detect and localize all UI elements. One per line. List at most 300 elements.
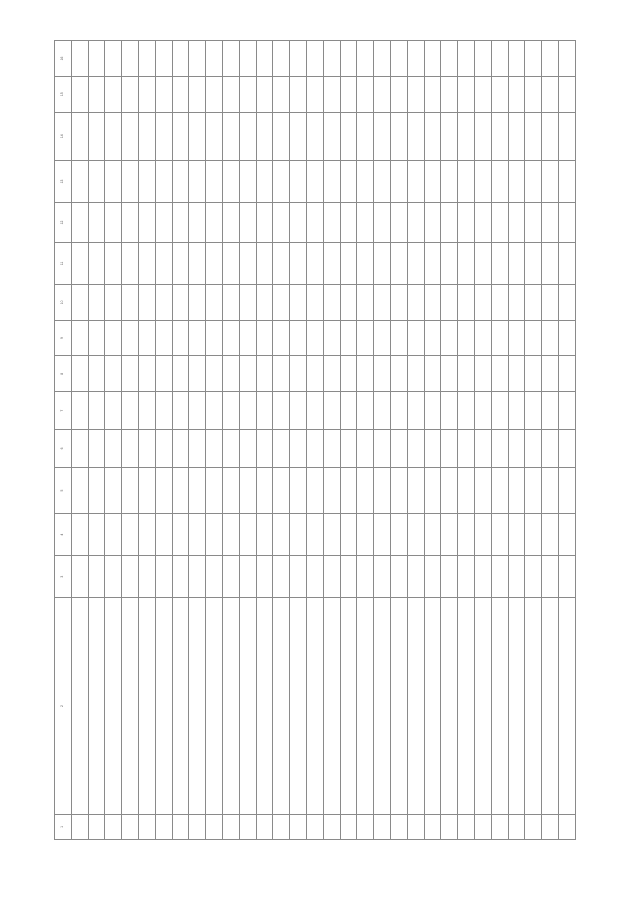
row-value-col-13 bbox=[206, 160, 223, 202]
row-value-col-12 bbox=[155, 203, 172, 243]
row-value-col-11 bbox=[390, 242, 407, 284]
row-description bbox=[273, 598, 290, 815]
row-value-col-5 bbox=[189, 467, 206, 513]
row-value-col-5 bbox=[323, 467, 340, 513]
row-value-col-4 bbox=[88, 514, 105, 556]
row-value-col-8 bbox=[558, 356, 575, 392]
row-value-col-11 bbox=[155, 242, 172, 284]
row-description bbox=[458, 598, 475, 815]
row-value-col-5 bbox=[290, 467, 307, 513]
table-row bbox=[256, 41, 273, 840]
row-value-col-7 bbox=[474, 392, 491, 430]
row-description bbox=[306, 598, 323, 815]
row-value-col-6 bbox=[71, 430, 88, 468]
row-value-col-6 bbox=[172, 430, 189, 468]
row-value-col-15 bbox=[290, 76, 307, 112]
row-value-col-14 bbox=[306, 112, 323, 160]
row-value-col-9 bbox=[105, 320, 122, 356]
column-number-5: 5 bbox=[55, 467, 72, 513]
row-value-col-8 bbox=[374, 356, 391, 392]
row-value-col-12 bbox=[172, 203, 189, 243]
row-value-col-12 bbox=[374, 203, 391, 243]
row-value-col-11 bbox=[340, 242, 357, 284]
row-value-col-13 bbox=[122, 160, 139, 202]
table-row bbox=[323, 41, 340, 840]
row-number bbox=[441, 814, 458, 839]
row-value-col-8 bbox=[88, 356, 105, 392]
row-number bbox=[424, 814, 441, 839]
row-value-col-3 bbox=[222, 556, 239, 598]
row-value-col-4 bbox=[138, 514, 155, 556]
row-value-col-10 bbox=[105, 284, 122, 320]
row-description bbox=[357, 598, 374, 815]
row-value-col-9 bbox=[222, 320, 239, 356]
row-value-col-15 bbox=[357, 76, 374, 112]
row-value-col-10 bbox=[239, 284, 256, 320]
row-value-col-11 bbox=[424, 242, 441, 284]
row-value-col-15 bbox=[206, 76, 223, 112]
row-value-col-7 bbox=[340, 392, 357, 430]
row-value-col-7 bbox=[374, 392, 391, 430]
row-value-col-3 bbox=[508, 556, 525, 598]
row-value-col-8 bbox=[407, 356, 424, 392]
row-value-col-7 bbox=[206, 392, 223, 430]
row-value-col-10 bbox=[122, 284, 139, 320]
row-description bbox=[508, 598, 525, 815]
column-number-3: 3 bbox=[55, 556, 72, 598]
row-value-col-4 bbox=[71, 514, 88, 556]
row-value-col-11 bbox=[256, 242, 273, 284]
table-row bbox=[273, 41, 290, 840]
row-value-col-15 bbox=[323, 76, 340, 112]
row-number bbox=[122, 814, 139, 839]
row-value-col-16 bbox=[88, 41, 105, 77]
row-value-col-10 bbox=[206, 284, 223, 320]
row-value-col-12 bbox=[458, 203, 475, 243]
table-row bbox=[222, 41, 239, 840]
table-row bbox=[474, 41, 491, 840]
row-value-col-3 bbox=[390, 556, 407, 598]
row-value-col-7 bbox=[525, 392, 542, 430]
row-value-col-5 bbox=[88, 467, 105, 513]
row-number bbox=[458, 814, 475, 839]
row-value-col-12 bbox=[474, 203, 491, 243]
row-value-col-5 bbox=[424, 467, 441, 513]
row-value-col-16 bbox=[138, 41, 155, 77]
column-number-11: 11 bbox=[55, 242, 72, 284]
row-value-col-13 bbox=[390, 160, 407, 202]
row-value-col-3 bbox=[525, 556, 542, 598]
row-value-col-7 bbox=[407, 392, 424, 430]
row-value-col-7 bbox=[542, 392, 559, 430]
row-value-col-6 bbox=[222, 430, 239, 468]
row-description bbox=[542, 598, 559, 815]
row-value-col-14 bbox=[105, 112, 122, 160]
table-row bbox=[88, 41, 105, 840]
row-description bbox=[172, 598, 189, 815]
row-value-col-5 bbox=[206, 467, 223, 513]
row-value-col-8 bbox=[273, 356, 290, 392]
row-value-col-8 bbox=[105, 356, 122, 392]
row-value-col-10 bbox=[558, 284, 575, 320]
row-value-col-12 bbox=[189, 203, 206, 243]
row-value-col-14 bbox=[239, 112, 256, 160]
row-value-col-4 bbox=[474, 514, 491, 556]
row-value-col-5 bbox=[340, 467, 357, 513]
row-value-col-14 bbox=[138, 112, 155, 160]
row-value-col-4 bbox=[256, 514, 273, 556]
row-value-col-8 bbox=[424, 356, 441, 392]
row-value-col-12 bbox=[491, 203, 508, 243]
row-number bbox=[222, 814, 239, 839]
row-value-col-13 bbox=[105, 160, 122, 202]
row-value-col-4 bbox=[122, 514, 139, 556]
row-value-col-15 bbox=[122, 76, 139, 112]
row-value-col-14 bbox=[558, 112, 575, 160]
row-value-col-8 bbox=[357, 356, 374, 392]
row-value-col-7 bbox=[357, 392, 374, 430]
row-value-col-13 bbox=[172, 160, 189, 202]
row-value-col-8 bbox=[474, 356, 491, 392]
row-description bbox=[189, 598, 206, 815]
row-value-col-9 bbox=[458, 320, 475, 356]
row-value-col-11 bbox=[239, 242, 256, 284]
row-value-col-14 bbox=[474, 112, 491, 160]
row-value-col-4 bbox=[206, 514, 223, 556]
row-value-col-6 bbox=[374, 430, 391, 468]
table-row bbox=[172, 41, 189, 840]
row-value-col-9 bbox=[424, 320, 441, 356]
row-value-col-5 bbox=[390, 467, 407, 513]
table-row bbox=[374, 41, 391, 840]
row-value-col-13 bbox=[508, 160, 525, 202]
row-number bbox=[105, 814, 122, 839]
row-value-col-10 bbox=[189, 284, 206, 320]
row-number bbox=[340, 814, 357, 839]
row-value-col-6 bbox=[491, 430, 508, 468]
row-number bbox=[88, 814, 105, 839]
row-value-col-15 bbox=[172, 76, 189, 112]
row-value-col-8 bbox=[189, 356, 206, 392]
row-value-col-8 bbox=[222, 356, 239, 392]
row-value-col-15 bbox=[558, 76, 575, 112]
column-number-9: 9 bbox=[55, 320, 72, 356]
row-value-col-3 bbox=[558, 556, 575, 598]
row-value-col-6 bbox=[239, 430, 256, 468]
row-value-col-6 bbox=[88, 430, 105, 468]
row-value-col-4 bbox=[558, 514, 575, 556]
row-value-col-5 bbox=[239, 467, 256, 513]
row-description bbox=[323, 598, 340, 815]
row-value-col-10 bbox=[306, 284, 323, 320]
row-value-col-15 bbox=[525, 76, 542, 112]
table-header-row bbox=[55, 41, 72, 840]
row-value-col-4 bbox=[172, 514, 189, 556]
row-value-col-3 bbox=[474, 556, 491, 598]
row-value-col-7 bbox=[239, 392, 256, 430]
row-value-col-4 bbox=[374, 514, 391, 556]
row-value-col-3 bbox=[256, 556, 273, 598]
row-value-col-16 bbox=[558, 41, 575, 77]
row-value-col-15 bbox=[71, 76, 88, 112]
row-value-col-3 bbox=[323, 556, 340, 598]
column-number-12: 12 bbox=[55, 203, 72, 243]
table-row bbox=[458, 41, 475, 840]
row-value-col-3 bbox=[407, 556, 424, 598]
row-value-col-6 bbox=[138, 430, 155, 468]
row-value-col-11 bbox=[491, 242, 508, 284]
row-value-col-8 bbox=[239, 356, 256, 392]
row-value-col-16 bbox=[441, 41, 458, 77]
row-value-col-14 bbox=[88, 112, 105, 160]
row-value-col-7 bbox=[122, 392, 139, 430]
row-value-col-16 bbox=[374, 41, 391, 77]
row-value-col-8 bbox=[290, 356, 307, 392]
row-value-col-13 bbox=[138, 160, 155, 202]
table-row bbox=[290, 41, 307, 840]
row-value-col-15 bbox=[491, 76, 508, 112]
row-value-col-16 bbox=[290, 41, 307, 77]
row-value-col-13 bbox=[374, 160, 391, 202]
row-value-col-12 bbox=[407, 203, 424, 243]
row-value-col-12 bbox=[105, 203, 122, 243]
row-value-col-3 bbox=[306, 556, 323, 598]
row-value-col-3 bbox=[290, 556, 307, 598]
row-value-col-13 bbox=[357, 160, 374, 202]
row-value-col-13 bbox=[558, 160, 575, 202]
row-value-col-7 bbox=[508, 392, 525, 430]
row-value-col-8 bbox=[441, 356, 458, 392]
row-value-col-14 bbox=[441, 112, 458, 160]
row-number bbox=[189, 814, 206, 839]
row-value-col-15 bbox=[222, 76, 239, 112]
row-value-col-4 bbox=[273, 514, 290, 556]
row-value-col-10 bbox=[290, 284, 307, 320]
row-description bbox=[525, 598, 542, 815]
row-value-col-11 bbox=[71, 242, 88, 284]
table-row bbox=[558, 41, 575, 840]
row-value-col-16 bbox=[206, 41, 223, 77]
row-value-col-14 bbox=[390, 112, 407, 160]
row-value-col-3 bbox=[122, 556, 139, 598]
row-value-col-8 bbox=[206, 356, 223, 392]
row-description bbox=[105, 598, 122, 815]
row-value-col-15 bbox=[474, 76, 491, 112]
row-value-col-5 bbox=[138, 467, 155, 513]
row-value-col-12 bbox=[508, 203, 525, 243]
row-value-col-13 bbox=[222, 160, 239, 202]
row-value-col-10 bbox=[458, 284, 475, 320]
row-value-col-9 bbox=[491, 320, 508, 356]
row-value-col-5 bbox=[256, 467, 273, 513]
row-value-col-13 bbox=[273, 160, 290, 202]
row-value-col-9 bbox=[340, 320, 357, 356]
row-value-col-7 bbox=[222, 392, 239, 430]
row-value-col-12 bbox=[390, 203, 407, 243]
row-number bbox=[71, 814, 88, 839]
row-value-col-15 bbox=[458, 76, 475, 112]
row-value-col-4 bbox=[424, 514, 441, 556]
row-value-col-14 bbox=[374, 112, 391, 160]
row-value-col-9 bbox=[155, 320, 172, 356]
row-value-col-9 bbox=[374, 320, 391, 356]
row-value-col-8 bbox=[122, 356, 139, 392]
row-value-col-3 bbox=[491, 556, 508, 598]
row-value-col-15 bbox=[407, 76, 424, 112]
row-value-col-16 bbox=[407, 41, 424, 77]
row-description bbox=[374, 598, 391, 815]
row-value-col-11 bbox=[290, 242, 307, 284]
row-value-col-7 bbox=[290, 392, 307, 430]
table-row bbox=[105, 41, 122, 840]
row-value-col-8 bbox=[508, 356, 525, 392]
row-value-col-16 bbox=[306, 41, 323, 77]
row-number bbox=[374, 814, 391, 839]
row-value-col-14 bbox=[273, 112, 290, 160]
row-value-col-3 bbox=[441, 556, 458, 598]
row-value-col-3 bbox=[542, 556, 559, 598]
row-value-col-9 bbox=[357, 320, 374, 356]
row-value-col-4 bbox=[155, 514, 172, 556]
row-value-col-6 bbox=[441, 430, 458, 468]
row-value-col-10 bbox=[172, 284, 189, 320]
row-value-col-7 bbox=[189, 392, 206, 430]
table-row bbox=[542, 41, 559, 840]
row-value-col-10 bbox=[256, 284, 273, 320]
row-value-col-12 bbox=[206, 203, 223, 243]
row-value-col-14 bbox=[122, 112, 139, 160]
row-value-col-16 bbox=[105, 41, 122, 77]
row-value-col-16 bbox=[172, 41, 189, 77]
row-value-col-11 bbox=[458, 242, 475, 284]
row-value-col-6 bbox=[424, 430, 441, 468]
column-number-16: 16 bbox=[55, 41, 72, 77]
row-value-col-9 bbox=[290, 320, 307, 356]
row-value-col-10 bbox=[407, 284, 424, 320]
row-value-col-12 bbox=[71, 203, 88, 243]
column-number-4: 4 bbox=[55, 514, 72, 556]
row-value-col-10 bbox=[542, 284, 559, 320]
row-value-col-11 bbox=[474, 242, 491, 284]
row-value-col-4 bbox=[290, 514, 307, 556]
row-number bbox=[239, 814, 256, 839]
row-value-col-16 bbox=[155, 41, 172, 77]
row-value-col-6 bbox=[390, 430, 407, 468]
row-value-col-8 bbox=[542, 356, 559, 392]
row-value-col-16 bbox=[122, 41, 139, 77]
table-row bbox=[508, 41, 525, 840]
row-value-col-7 bbox=[256, 392, 273, 430]
row-number bbox=[542, 814, 559, 839]
row-value-col-11 bbox=[138, 242, 155, 284]
row-value-col-15 bbox=[256, 76, 273, 112]
row-value-col-16 bbox=[323, 41, 340, 77]
row-value-col-6 bbox=[290, 430, 307, 468]
row-description bbox=[239, 598, 256, 815]
row-value-col-16 bbox=[474, 41, 491, 77]
row-value-col-15 bbox=[424, 76, 441, 112]
row-number bbox=[390, 814, 407, 839]
row-value-col-7 bbox=[458, 392, 475, 430]
row-value-col-16 bbox=[340, 41, 357, 77]
row-description bbox=[407, 598, 424, 815]
row-value-col-14 bbox=[323, 112, 340, 160]
row-value-col-7 bbox=[172, 392, 189, 430]
row-value-col-15 bbox=[390, 76, 407, 112]
row-value-col-8 bbox=[491, 356, 508, 392]
row-value-col-10 bbox=[491, 284, 508, 320]
row-number bbox=[491, 814, 508, 839]
row-description bbox=[340, 598, 357, 815]
row-value-col-7 bbox=[155, 392, 172, 430]
row-value-col-9 bbox=[323, 320, 340, 356]
row-value-col-11 bbox=[441, 242, 458, 284]
table-row bbox=[390, 41, 407, 840]
row-value-col-11 bbox=[122, 242, 139, 284]
row-value-col-16 bbox=[357, 41, 374, 77]
row-value-col-13 bbox=[340, 160, 357, 202]
row-value-col-14 bbox=[458, 112, 475, 160]
row-value-col-8 bbox=[155, 356, 172, 392]
row-value-col-14 bbox=[508, 112, 525, 160]
row-value-col-7 bbox=[558, 392, 575, 430]
row-value-col-9 bbox=[256, 320, 273, 356]
row-value-col-3 bbox=[357, 556, 374, 598]
row-value-col-10 bbox=[273, 284, 290, 320]
row-value-col-10 bbox=[71, 284, 88, 320]
row-value-col-9 bbox=[172, 320, 189, 356]
row-value-col-13 bbox=[491, 160, 508, 202]
row-value-col-9 bbox=[138, 320, 155, 356]
row-value-col-10 bbox=[374, 284, 391, 320]
row-value-col-6 bbox=[357, 430, 374, 468]
row-value-col-12 bbox=[542, 203, 559, 243]
row-value-col-5 bbox=[306, 467, 323, 513]
row-value-col-14 bbox=[491, 112, 508, 160]
row-value-col-9 bbox=[474, 320, 491, 356]
table-row bbox=[357, 41, 374, 840]
row-value-col-5 bbox=[558, 467, 575, 513]
row-value-col-3 bbox=[105, 556, 122, 598]
row-value-col-5 bbox=[407, 467, 424, 513]
row-value-col-7 bbox=[138, 392, 155, 430]
table-row bbox=[407, 41, 424, 840]
row-value-col-5 bbox=[542, 467, 559, 513]
row-value-col-10 bbox=[525, 284, 542, 320]
row-value-col-7 bbox=[491, 392, 508, 430]
row-value-col-6 bbox=[206, 430, 223, 468]
row-value-col-9 bbox=[390, 320, 407, 356]
row-value-col-11 bbox=[105, 242, 122, 284]
row-value-col-11 bbox=[306, 242, 323, 284]
row-number bbox=[273, 814, 290, 839]
row-value-col-4 bbox=[390, 514, 407, 556]
row-value-col-4 bbox=[105, 514, 122, 556]
row-value-col-6 bbox=[155, 430, 172, 468]
row-value-col-6 bbox=[525, 430, 542, 468]
row-value-col-7 bbox=[306, 392, 323, 430]
row-value-col-11 bbox=[407, 242, 424, 284]
row-value-col-4 bbox=[239, 514, 256, 556]
row-value-col-16 bbox=[390, 41, 407, 77]
row-value-col-14 bbox=[222, 112, 239, 160]
row-value-col-11 bbox=[558, 242, 575, 284]
table-row bbox=[138, 41, 155, 840]
row-value-col-6 bbox=[122, 430, 139, 468]
row-value-col-16 bbox=[222, 41, 239, 77]
row-value-col-3 bbox=[71, 556, 88, 598]
row-value-col-12 bbox=[441, 203, 458, 243]
